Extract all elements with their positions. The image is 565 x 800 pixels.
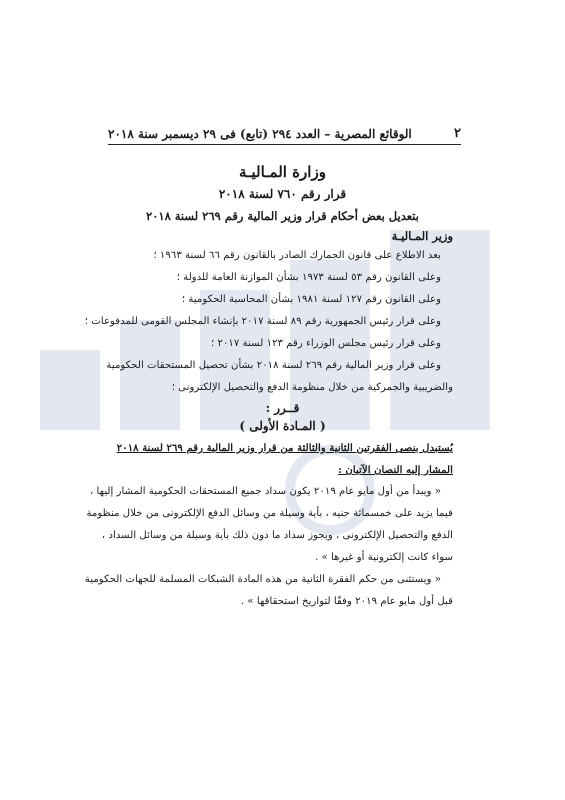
article-line: سواء كانت إلكترونية أو غيرها » . bbox=[315, 552, 453, 563]
article-line: الدفع والتحصيل الإلكترونى ، ويجوز سداد ما دون ذلك بأية وسيلة من وسائل السداد ، bbox=[101, 530, 453, 541]
preamble-line: والضريبية والجمركية من خلال منظومة الدفع والتحصيل الإلكترونى ؛ bbox=[171, 382, 453, 393]
page-number: ٢ bbox=[454, 126, 461, 141]
decree-subject: بتعديل بعض أحكام قرار وزير المالية رقم ٢٦٩ لسنة ٢٠١٨ bbox=[146, 209, 419, 223]
preamble-line: وعلى قرار وزير المالية رقم ٢٦٩ لسنة ٢٠١٨ بشأن تحصيل المستحقات الحكومية bbox=[106, 360, 441, 371]
article-body bbox=[84, 481, 453, 613]
article-intro-line: يُستبدل بنصى الفقرتين الثانية والثالثة من قرار وزير المالية رقم ٢٦٩ لسنة ٢٠١٨ bbox=[116, 442, 453, 454]
article-line: فيما يزيد على خمسمائة جنيه ، بأية وسيلة من وسائل الدفع الإلكترونى من خلال منظومة bbox=[86, 508, 453, 519]
preamble-line: وعلى قرار رئيس مجلس الوزراء رقم ١٢٣ لسنة ٢٠١٧ ؛ bbox=[211, 338, 441, 349]
preamble-line: وعلى القانون رقم ١٢٧ لسنة ١٩٨١ بشأن المحاسبة الحكومية ؛ bbox=[181, 294, 441, 305]
article-intro bbox=[112, 437, 453, 459]
preamble-line: بعد الاطلاع على قانون الجمارك الصادر بالقانون رقم ٦٦ لسنة ١٩٦٣ ؛ bbox=[153, 250, 441, 261]
page-header bbox=[108, 126, 461, 145]
issuer-title: وزير المـاليـة bbox=[391, 229, 453, 243]
decree-number: قرار رقم ٧٦٠ لسنة ٢٠١٨ bbox=[218, 187, 347, 201]
article-title: ( المـادة الأولى ) bbox=[239, 419, 326, 433]
publication-line: الوقائع المصرية – العدد ٢٩٤ (تابع) فى ٢٩ ديسمبر سنة ٢٠١٨ bbox=[108, 126, 412, 141]
article-line: « ويبدأ من أول مايو عام ٢٠١٩ يكون سداد جميع المستحقات الحكومية المشار إليها ، bbox=[90, 486, 441, 497]
preamble bbox=[84, 245, 453, 399]
article-intro-2 bbox=[112, 459, 453, 481]
preamble-line: وعلى القانون رقم ٥٣ لسنة ١٩٧٣ بشأن الموازنة العامة للدولة ؛ bbox=[176, 272, 441, 283]
article-intro-line: المشار إليه النصان الآتيان : bbox=[338, 464, 453, 476]
article-line: « ويستثنى من حكم الفقرة الثانية من هذه المادة الشبكات المسلمة للجهات الحكومية bbox=[84, 574, 441, 585]
article-line: قبل أول مايو عام ٢٠١٩ وفقًا لتواريخ استحقاقها » . bbox=[240, 596, 453, 607]
preamble-line: وعلى قرار رئيس الجمهورية رقم ٨٩ لسنة ٢٠١٧ بإنشاء المجلس القومى للمدفوعات ؛ bbox=[84, 316, 441, 327]
decided-heading: قــرر : bbox=[265, 401, 300, 415]
document-body bbox=[84, 126, 461, 613]
ministry-title: وزارة المـاليـة bbox=[239, 163, 326, 181]
